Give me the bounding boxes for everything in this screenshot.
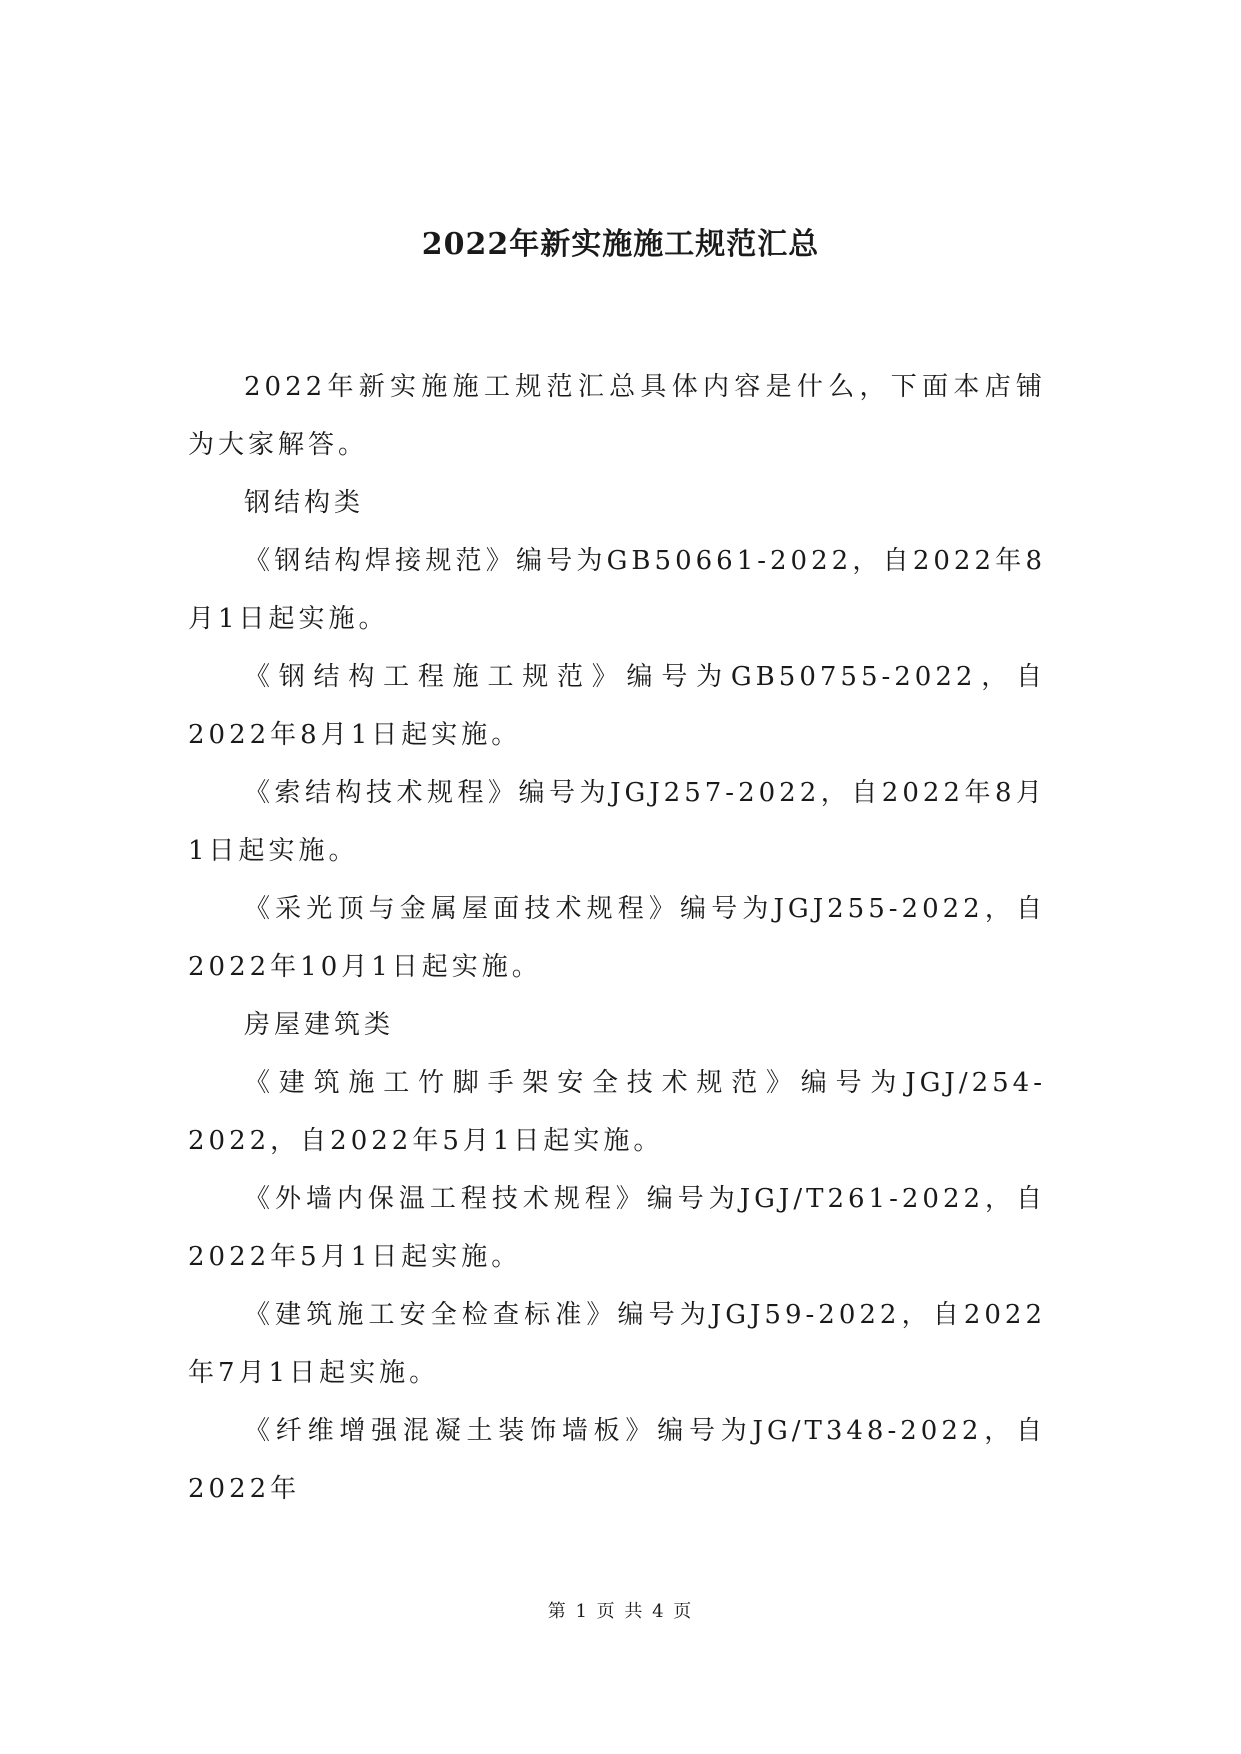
paragraph: 《纤维增强混凝土装饰墙板》编号为JG/T348-2022，自2022年	[188, 1416, 1046, 1504]
paragraph: 《外墙内保温工程技术规程》编号为JGJ/T261-2022，自2022年5月1日起实施。	[188, 1184, 1046, 1272]
paragraph: 《钢结构工程施工规范》编号为GB50755-2022，自2022年8月1日起实施。	[188, 662, 1046, 750]
section-heading-building: 房屋建筑类	[244, 1010, 395, 1040]
paragraph: 《建筑施工安全检查标准》编号为JGJ59-2022，自2022年7月1日起实施。	[188, 1300, 1046, 1388]
paragraph: 《钢结构焊接规范》编号为GB50661-2022，自2022年8月1日起实施。	[188, 546, 1046, 634]
document-body	[188, 358, 1046, 1518]
paragraph-intro: 2022年新实施施工规范汇总具体内容是什么，下面本店铺为大家解答。	[188, 372, 1046, 460]
section-heading-steel: 钢结构类	[244, 488, 365, 518]
paragraph: 《索结构技术规程》编号为JGJ257-2022，自2022年8月1日起实施。	[188, 778, 1046, 866]
paragraph: 《采光顶与金属屋面技术规程》编号为JGJ255-2022，自2022年10月1日起实施。	[188, 894, 1046, 982]
document-title: 2022年新实施施工规范汇总	[421, 227, 820, 262]
page-footer: 第 1 页 共 4 页	[547, 1601, 694, 1622]
paragraph: 《建筑施工竹脚手架安全技术规范》编号为JGJ/254-2022，自2022年5月1日起实施。	[188, 1068, 1046, 1156]
